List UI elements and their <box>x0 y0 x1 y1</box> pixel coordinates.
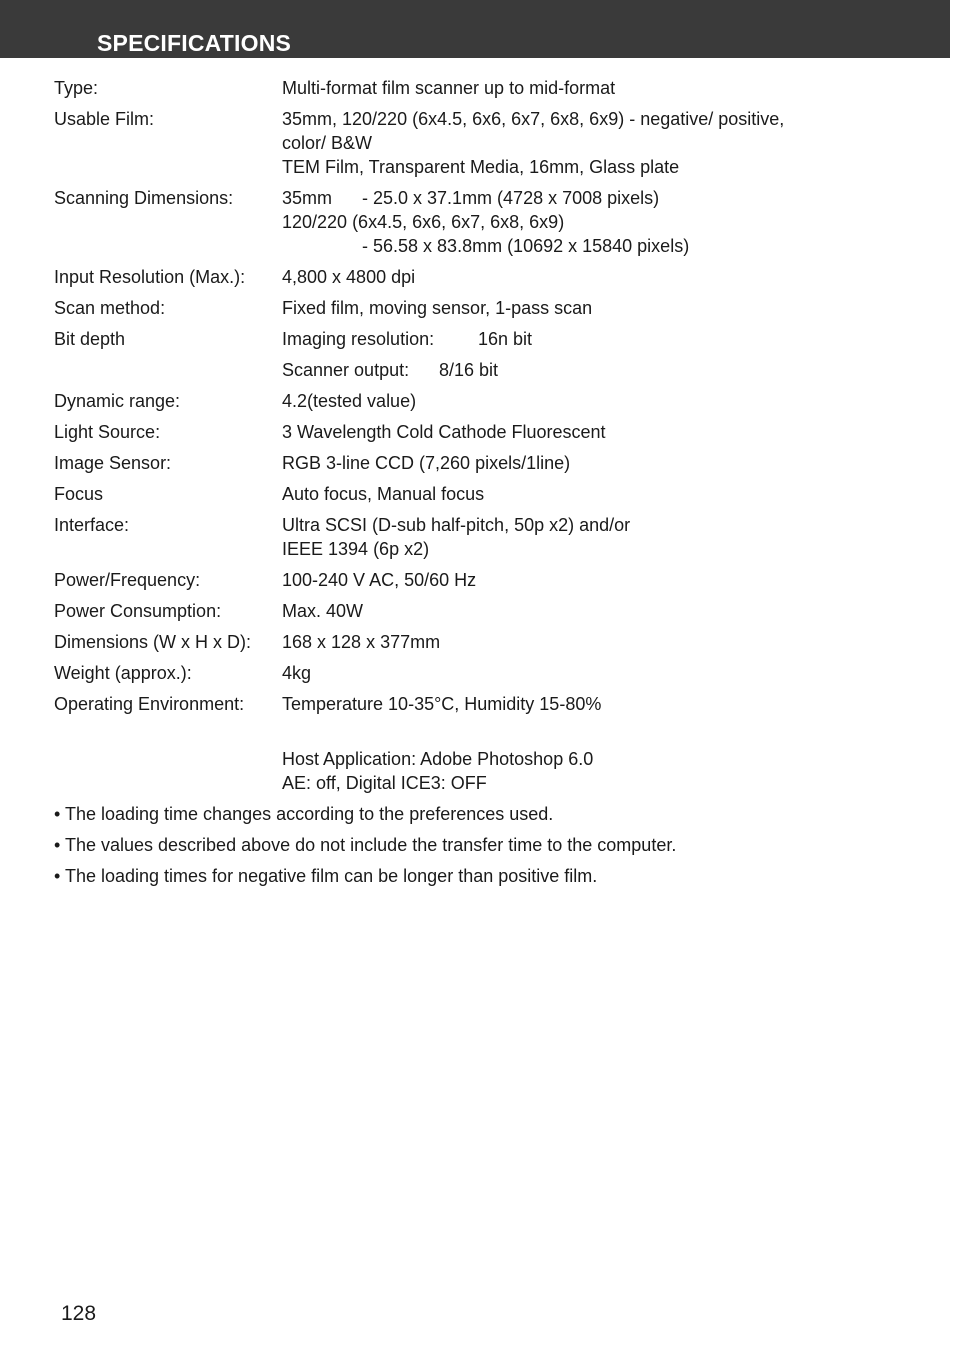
spec-row-operating-environment <box>54 692 914 716</box>
spec-value: Multi-format film scanner up to mid-format <box>282 78 616 98</box>
spec-value-line: 35mm, 120/220 (6x4.5, 6x6, 6x7, 6x8, 6x9) - negative/ positive, <box>282 109 785 129</box>
spec-label: Type: <box>54 78 99 98</box>
spec-row-light-source <box>54 420 914 444</box>
spec-value-line: TEM Film, Transparent Media, 16mm, Glass plate <box>282 157 680 177</box>
spec-row-power-frequency <box>54 568 914 592</box>
spec-value-line: 120/220 (6x4.5, 6x6, 6x7, 6x8, 6x9) <box>282 212 565 232</box>
spec-value: 100-240 V AC, 50/60 Hz <box>282 570 477 590</box>
spec-value-line: color/ B&W <box>282 133 373 153</box>
spec-value: 4kg <box>282 663 312 683</box>
spec-label: Usable Film: <box>54 109 155 129</box>
spec-row-usable-film <box>54 107 914 179</box>
spec-label: Dynamic range: <box>54 391 181 411</box>
spec-label: Dimensions (W x H x D): <box>54 632 252 652</box>
imaging-resolution-value: 16n bit <box>478 329 533 349</box>
spec-row-scanning-dimensions <box>54 186 914 258</box>
spec-row-weight <box>54 661 914 685</box>
scanner-output-label: Scanner output: <box>282 360 410 380</box>
spec-value <box>282 358 914 382</box>
spec-value <box>282 186 914 258</box>
spec-value: RGB 3-line CCD (7,260 pixels/1line) <box>282 453 571 473</box>
spec-value: Temperature 10-35°C, Humidity 15-80% <box>282 694 602 714</box>
dimension-35mm: - 25.0 x 37.1mm (4728 x 7008 pixels) <box>362 188 660 208</box>
spec-row-dimensions <box>54 630 914 654</box>
spec-value-line: Host Application: Adobe Photoshop 6.0 <box>282 749 594 769</box>
notes-list <box>54 802 914 888</box>
spec-value <box>282 107 914 179</box>
spec-row-scan-method <box>54 296 914 320</box>
spec-row-bit-depth <box>54 327 914 351</box>
note-item: • The loading time changes according to the preferences used. <box>54 804 554 824</box>
spec-label: Operating Environment: <box>54 694 245 714</box>
spec-value-line <box>282 186 914 210</box>
spec-value <box>282 513 914 561</box>
spec-row-focus <box>54 482 914 506</box>
page-number: 128 <box>61 1302 97 1325</box>
scanner-output-value: 8/16 bit <box>439 360 499 380</box>
spec-label: Scanning Dimensions: <box>54 188 234 208</box>
spec-value: Auto focus, Manual focus <box>282 484 485 504</box>
spec-value-line: Ultra SCSI (D-sub half-pitch, 50p x2) and/or <box>282 515 631 535</box>
spec-value <box>282 327 914 351</box>
spec-label-empty <box>54 358 282 382</box>
imaging-resolution-label: Imaging resolution: <box>282 329 435 349</box>
spec-row-host-application <box>54 747 914 795</box>
spec-value-line: AE: off, Digital ICE3: OFF <box>282 773 487 793</box>
spec-label: Interface: <box>54 515 130 535</box>
spec-row-interface <box>54 513 914 561</box>
spec-row-image-sensor <box>54 451 914 475</box>
spec-label: Power Consumption: <box>54 601 222 621</box>
spec-value: 3 Wavelength Cold Cathode Fluorescent <box>282 422 606 442</box>
spec-label: Light Source: <box>54 422 161 442</box>
spec-value <box>282 747 914 795</box>
page-title: SPECIFICATIONS <box>97 30 292 56</box>
spec-label: Scan method: <box>54 298 166 318</box>
spec-label: Image Sensor: <box>54 453 172 473</box>
note-item: • The loading times for negative film can be longer than positive film. <box>54 866 598 886</box>
spec-value: 4,800 x 4800 dpi <box>282 267 416 287</box>
spec-label: Power/Frequency: <box>54 570 201 590</box>
spec-row-scanner-output <box>54 358 914 382</box>
spec-value-line: IEEE 1394 (6p x2) <box>282 539 430 559</box>
spec-value: Max. 40W <box>282 601 364 621</box>
spec-value: Fixed film, moving sensor, 1-pass scan <box>282 298 593 318</box>
spec-label-empty <box>54 747 282 795</box>
spec-label: Focus <box>54 484 104 504</box>
note-item: • The values described above do not include the transfer time to the computer. <box>54 835 677 855</box>
spec-row-input-resolution <box>54 265 914 289</box>
film-size-35mm: 35mm <box>282 188 333 208</box>
spec-row-power-consumption <box>54 599 914 623</box>
specifications-list <box>54 76 914 895</box>
spec-label: Weight (approx.): <box>54 663 192 683</box>
spec-row-type <box>54 76 914 100</box>
spec-value-line: - 56.58 x 83.8mm (10692 x 15840 pixels) <box>362 236 690 256</box>
spec-value: 4.2(tested value) <box>282 391 417 411</box>
spec-value: 168 x 128 x 377mm <box>282 632 441 652</box>
spec-label: Input Resolution (Max.): <box>54 267 246 287</box>
spec-label: Bit depth <box>54 329 126 349</box>
spec-row-dynamic-range <box>54 389 914 413</box>
